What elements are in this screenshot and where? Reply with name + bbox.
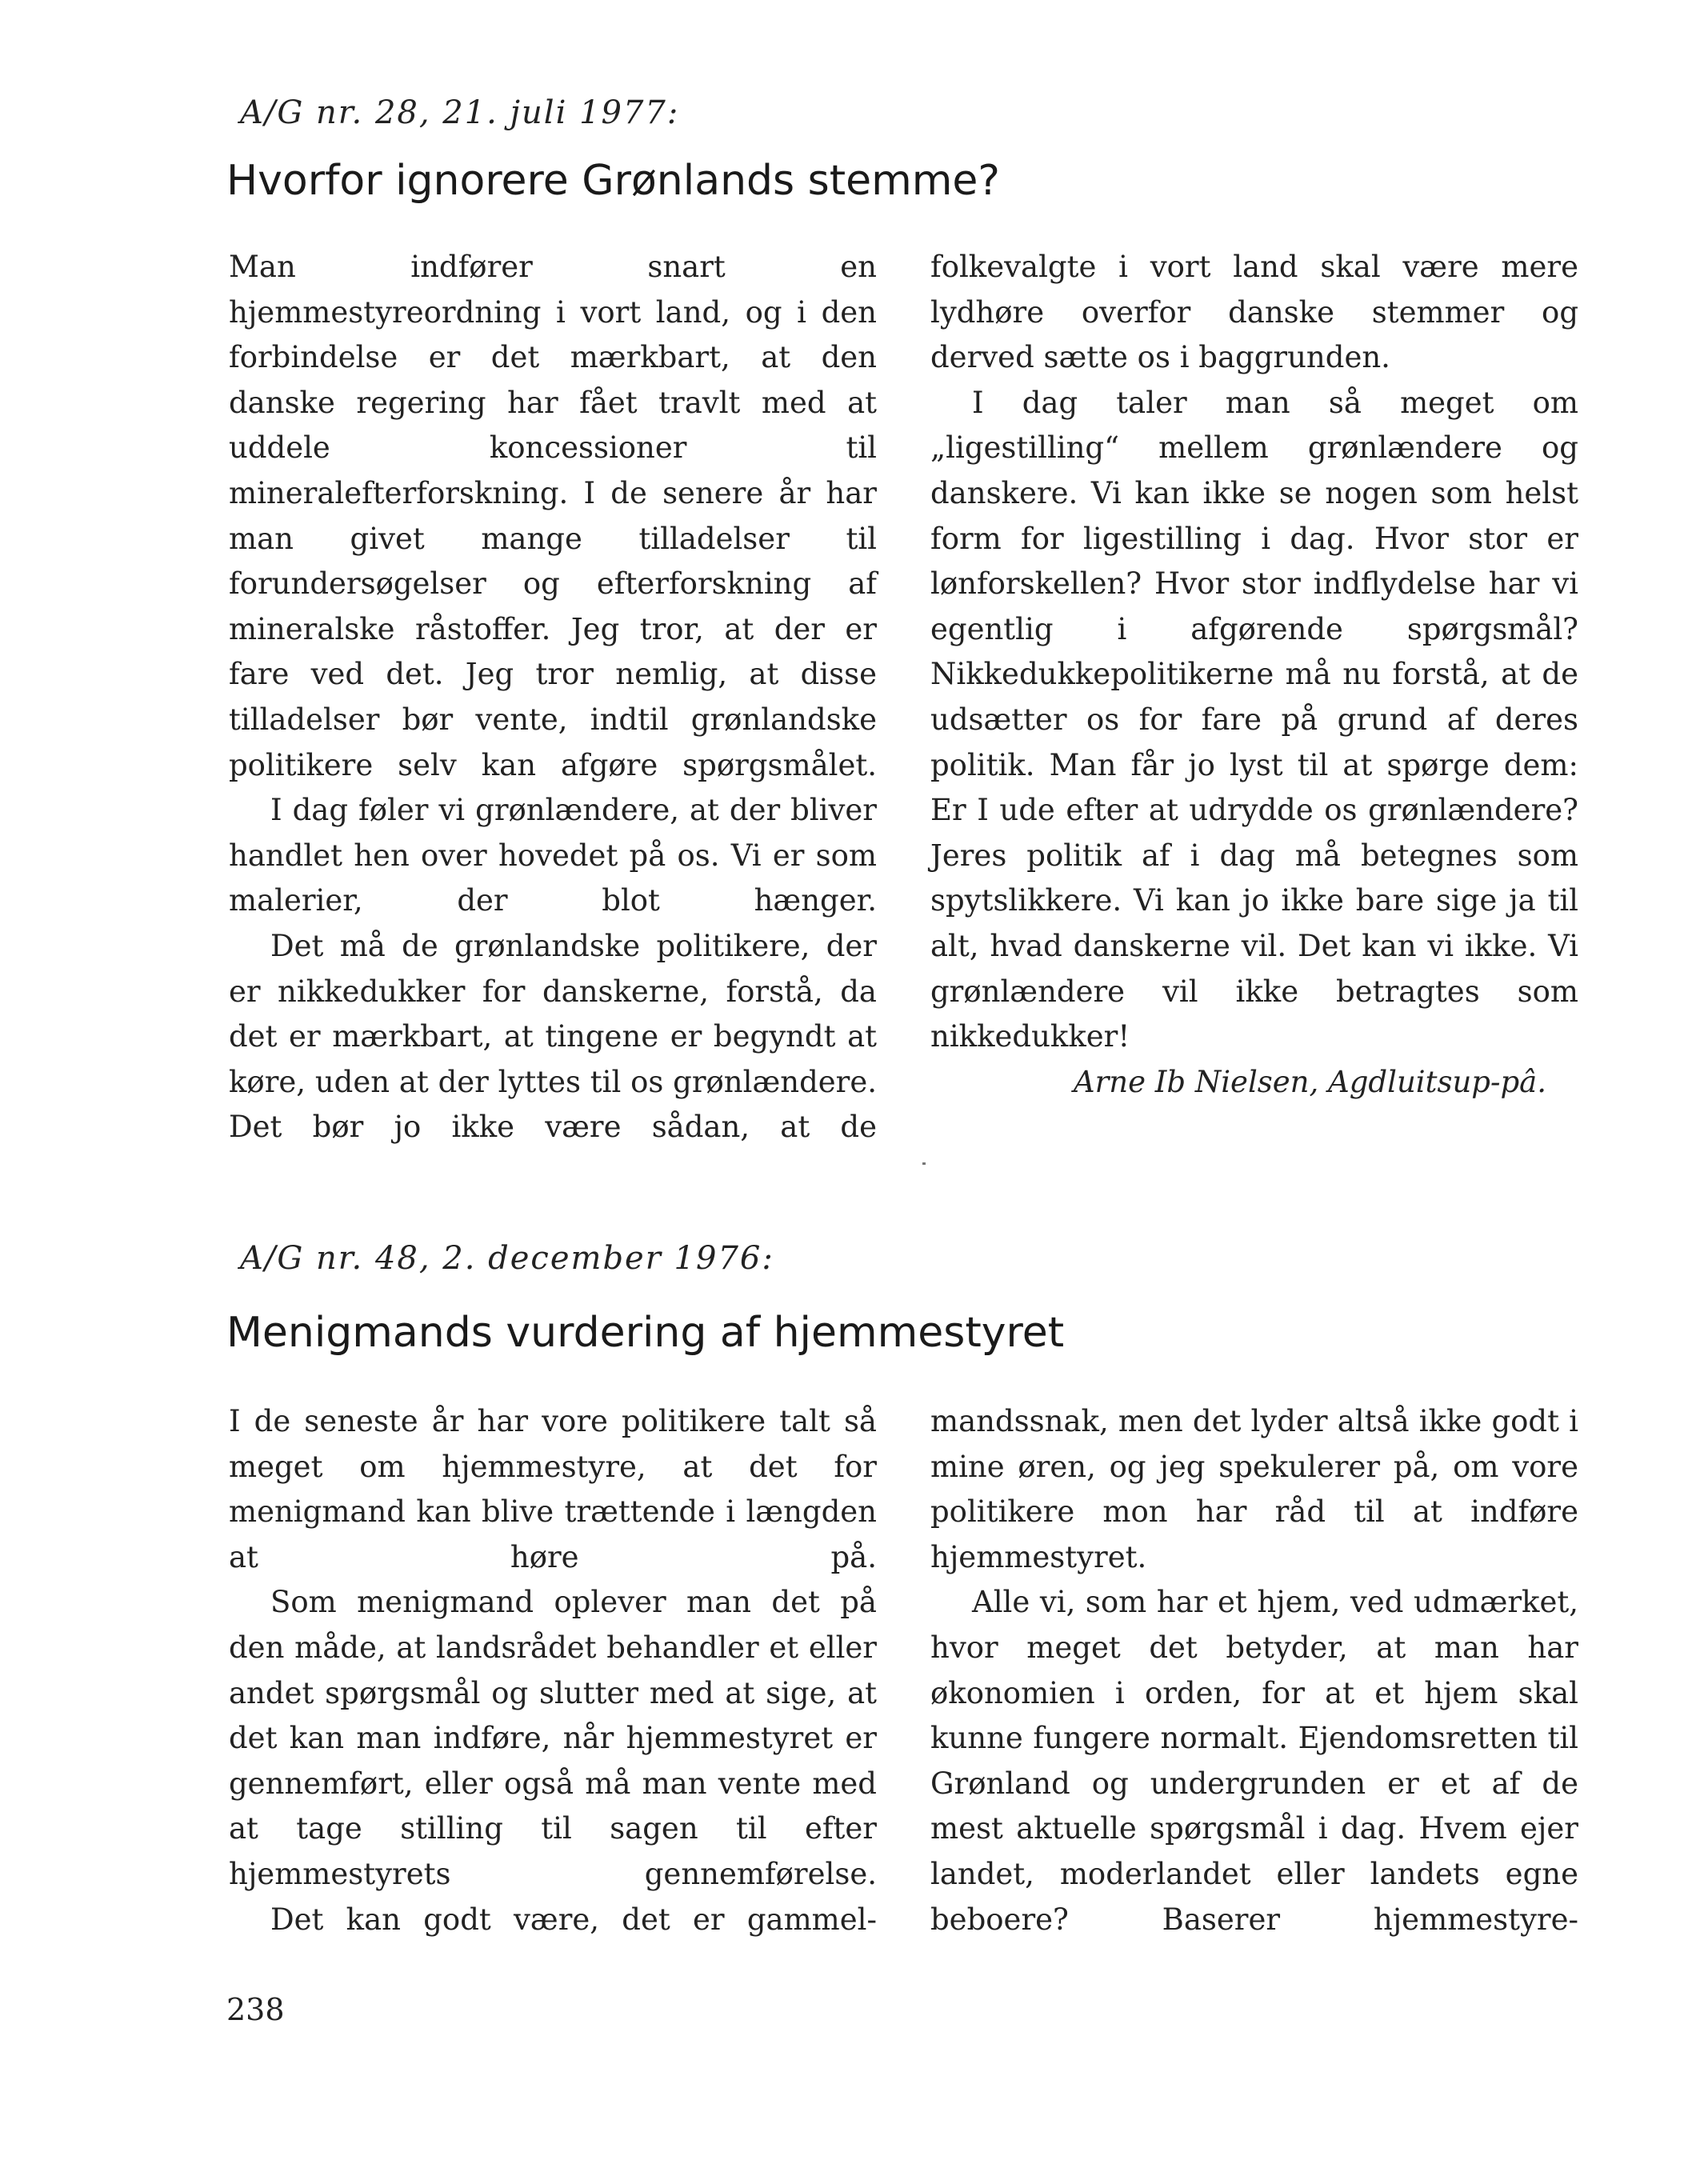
- article-1-signature: Arne Ib Nielsen, Agdluitsup-pâ.: [1073, 1064, 1546, 1099]
- page-number: 238: [226, 1992, 285, 2027]
- article-2-right-paragraph-2: Alle vi, som har et hjem, ved udmærket, hvor meget det betyder, at man har økonomien i orden, for at et hjem skal kunne fungere normalt. Ejendomsretten til Grønland og undergrunden er et af de mest aktuelle spørgsmål i dag. Hvem ejer landet, moderlandet eller landets egne beboere? Baserer hjemmestyre-: [930, 1585, 1578, 1937]
- article-1-right-paragraph-2: I dag taler man så meget om „ligestilling“ mellem grønlændere og danskere. Vi kan ikke se nogen som helst form for ligestilling i dag. Hvor stor er lønforskellen? Hvor stor indflydelse har vi egentlig i afgørende spørgsmål? Nikkedukkepolitikerne må nu forstå, at de udsætter os for fare på grund af deres politik. Man får jo lyst til at spørge dem: Er I ude efter at udrydde os grønlændere? Jeres politik af i dag må betegnes som spytslikkere. Vi kan jo ikke bare sige ja til alt, hvad danskerne vil. Det kan vi ikke. Vi grønlændere vil ikke betragtes som nikkedukker!: [930, 385, 1578, 1054]
- article-2-left-paragraph-3: Det kan godt være, det er gammel-: [270, 1902, 877, 1937]
- article-2-left-column: [229, 1399, 877, 1942]
- article-1-headline: Hvorfor ignorere Grønlands stemme?: [226, 157, 1001, 205]
- article-2-source: A/G nr. 48, 2. december 1976:: [240, 1240, 774, 1277]
- article-2-left-paragraph-1: I de seneste år har vore politikere talt så meget om hjemmestyre, at det for menigmand kan blive trættende i længden at høre på.: [229, 1404, 877, 1574]
- article-1-left-paragraph-1: Man indfører snart en hjemmestyreordning i vort land, og i den forbindelse er det mærkbart, at den danske regering har fået travlt med at uddele koncessioner til mineralefterforskning. I de senere år har man givet mange tilladelser til forundersøgelser og efterforskning af mineralske råstoffer. Jeg tror, at der er fare ved det. Jeg tror nemlig, at disse tilladelser bør vente, indtil grønlandske politikere selv kan afgøre spørgsmålet.: [229, 250, 877, 782]
- article-1-left-paragraph-3: Det må de grønlandske politikere, der er nikkedukker for danskerne, forstå, da det er mærkbart, at tingene er begyndt at køre, uden at der lyttes til os grønlændere. Det bør jo ikke være sådan, at de: [229, 928, 877, 1145]
- article-2-right-column: [930, 1399, 1578, 1942]
- article-2-left-paragraph-2: Som menigmand oplever man det på den måde, at landsrådet behandler et eller andet spørgsmål og slutter med at sige, at det kan man indføre, når hjemmestyret er gennemført, eller også må man vente med at tage stilling til sagen til efter hjemmestyrets gennemførelse.: [229, 1585, 877, 1891]
- article-1-left-column: [229, 245, 877, 1150]
- article-1-left-paragraph-2: I dag føler vi grønlændere, at der bliver handlet hen over hovedet på os. Vi er som malerier, der blot hænger.: [229, 793, 877, 918]
- article-1-source: A/G nr. 28, 21. juli 1977:: [240, 94, 680, 131]
- article-2-headline: Menigmands vurdering af hjemmestyret: [226, 1309, 1065, 1357]
- article-1-right-column: [930, 245, 1578, 1105]
- print-speck: [922, 1162, 926, 1165]
- article-2-right-paragraph-1: mandssnak, men det lyder altså ikke godt i mine øren, og jeg spekulerer på, om vore politikere mon har råd til at indføre hjemmestyret.: [930, 1404, 1578, 1574]
- article-1-right-paragraph-1: folkevalgte i vort land skal være mere lydhøre overfor danske stemmer og derved sætte os i baggrunden.: [930, 250, 1578, 375]
